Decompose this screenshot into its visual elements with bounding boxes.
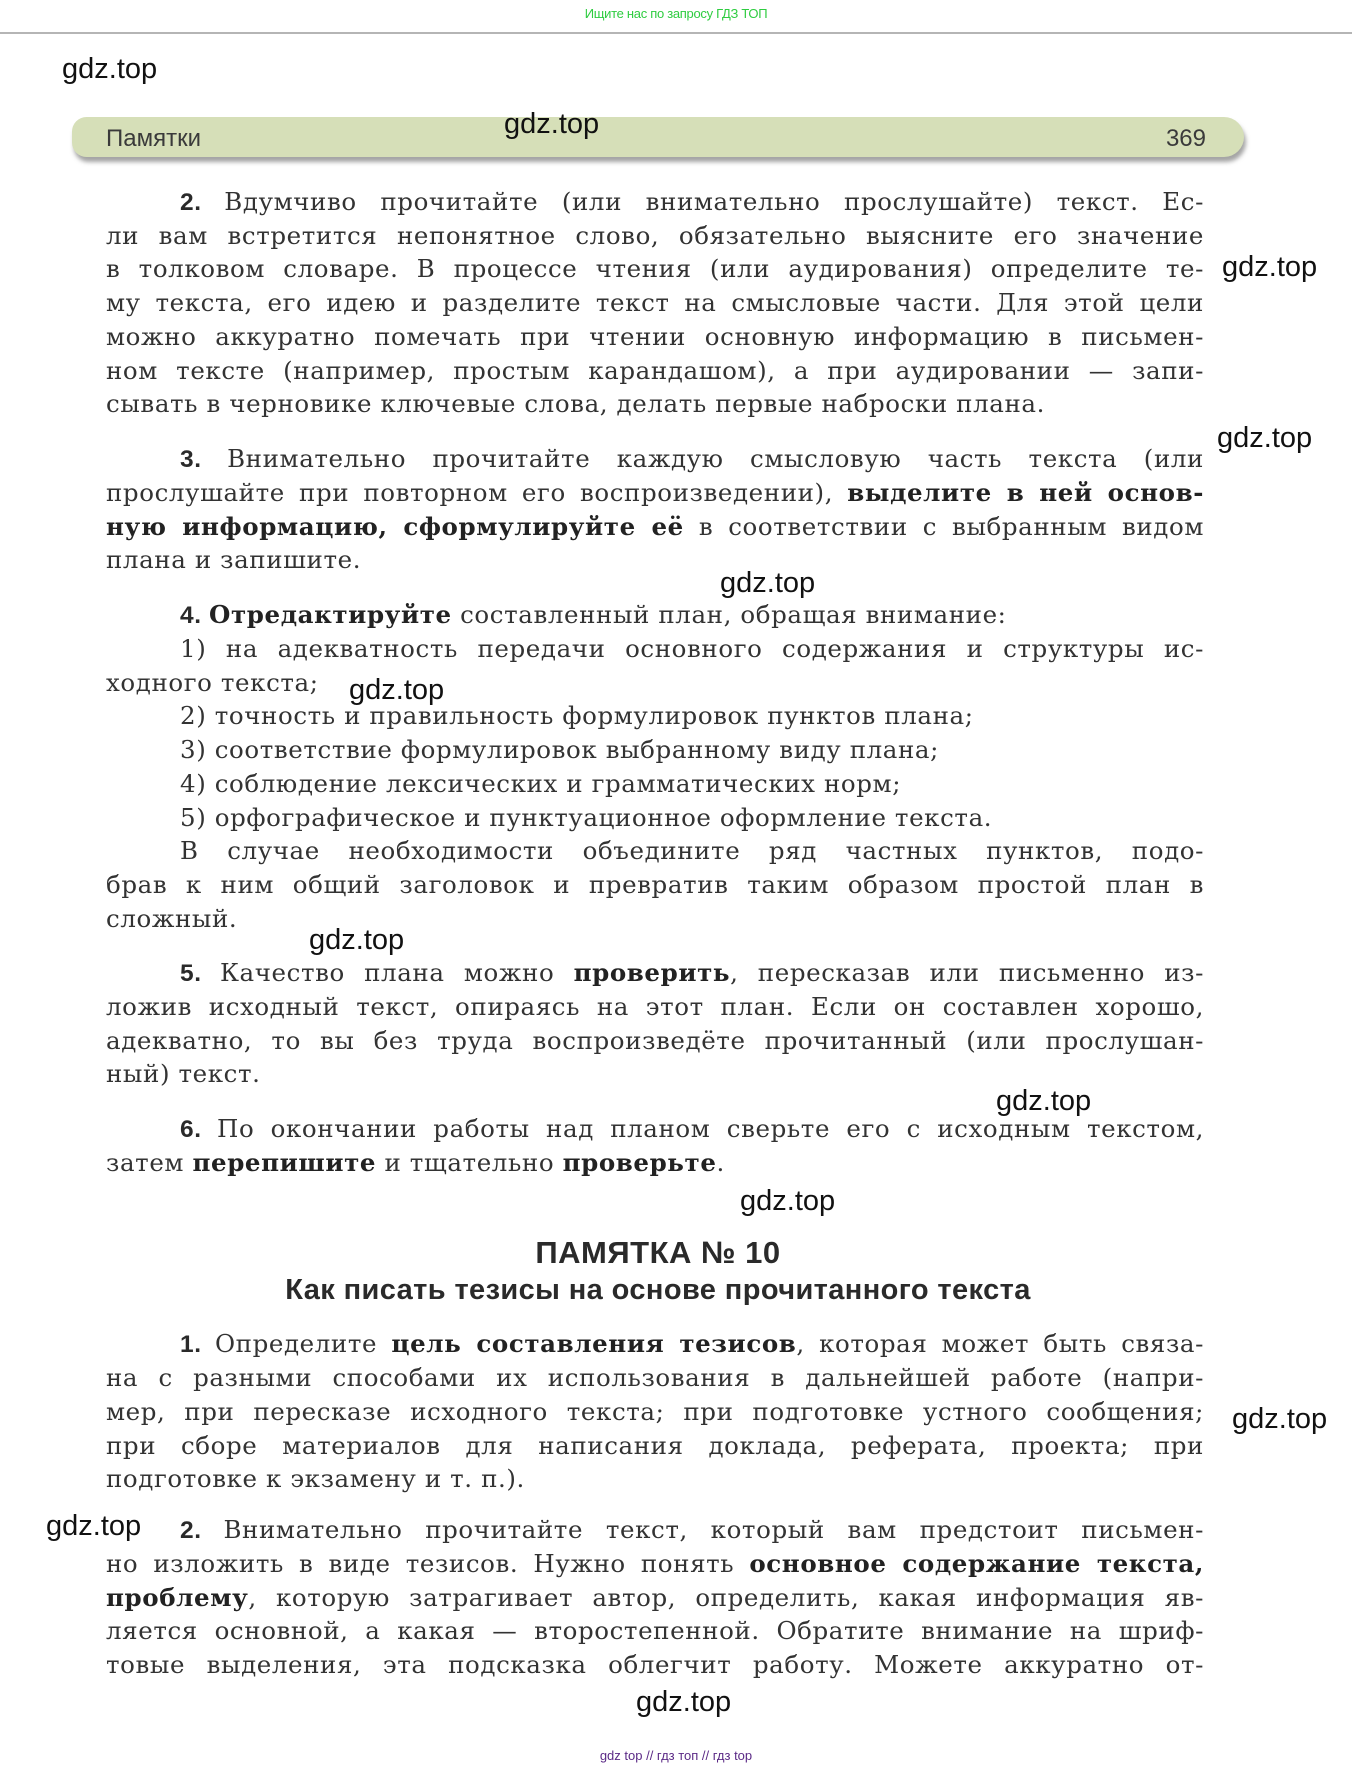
text-line [106, 1549, 1204, 1579]
text-run: Внимательно прочитайте каждую смысловую часть текста (или [227, 444, 1204, 473]
page-number: 369 [1165, 125, 1206, 152]
text-run: можно аккуратно помечать при чтении основную информацию в письмен- [106, 322, 1204, 351]
text-line [180, 836, 1204, 866]
text-line [180, 600, 1204, 631]
text-run: 2) точность и правильность формулировок пунктов плана; [180, 701, 974, 730]
text-run: брав к ним общий заголовок и превратив таким образом простой план в [106, 870, 1204, 899]
text-run: Вдумчиво прочитайте (или внимательно прослушайте) текст. Ес- [224, 187, 1204, 216]
watermark-text: gdz.top [46, 1510, 142, 1542]
section-title: Памятки [106, 125, 201, 152]
bold-text: цель составления тезисов [391, 1329, 797, 1358]
text-line [180, 735, 1204, 765]
text-line [180, 769, 1204, 799]
item-number: 4. [180, 602, 210, 629]
text-run: адекватно, то вы без труда воспроизведёте прочитанный (или прослушан- [106, 1026, 1204, 1055]
text-line [106, 1650, 1204, 1680]
search-hint-banner: Ищите нас по запросу ГДЗ ТОП [584, 6, 768, 21]
item-number: 6. [180, 1116, 217, 1143]
text-run: и тщательно [376, 1148, 563, 1177]
text-run: ный) текст. [106, 1059, 261, 1088]
text-line [106, 1397, 1204, 1427]
text-line [106, 221, 1204, 251]
footer-links: gdz top // гдз топ // гдз top [599, 1748, 753, 1763]
item-number: 2. [180, 1517, 224, 1544]
text-line [106, 478, 1204, 508]
text-run: в толковом словаре. В процессе чтения (или аудирования) определите те- [106, 254, 1204, 283]
text-line [180, 803, 1204, 833]
watermark-text: gdz.top [309, 924, 405, 956]
text-run: мер, при пересказе исходного текста; при подготовке устного сообщения; [106, 1397, 1204, 1426]
bold-text: перепишите [192, 1148, 377, 1177]
text-line [106, 1616, 1204, 1646]
watermark-text: gdz.top [740, 1185, 836, 1217]
text-line [180, 444, 1204, 475]
text-line [180, 1329, 1204, 1360]
text-run: ляется основной, а какая — второстепенной. Обратите внимание на шриф- [106, 1616, 1204, 1645]
text-run: товые выделения, эта подсказка облегчит работу. Можете аккуратно от- [106, 1650, 1204, 1679]
text-run: на с разными способами их использования в дальнейшей работе (напри- [106, 1363, 1204, 1392]
text-run: ном тексте (например, простым карандашом), а при аудировании — запи- [106, 356, 1204, 385]
text-line [106, 1583, 1204, 1613]
text-line [106, 512, 1204, 542]
bold-text: проверить [573, 958, 731, 987]
text-line [106, 1026, 1204, 1056]
text-run: затем [106, 1148, 193, 1177]
text-run: прослушайте при повторном его воспроизведении), [106, 478, 848, 507]
text-run: ходного текста; [106, 668, 319, 697]
text-line [106, 545, 1204, 575]
text-line [106, 668, 1204, 698]
text-line [106, 254, 1204, 284]
bold-text: ную информацию, сформулируйте её [106, 512, 684, 541]
text-run: подготовке к экзамену и т. п.). [106, 1464, 525, 1493]
text-line [106, 288, 1204, 318]
text-line [106, 1431, 1204, 1461]
watermark-text: gdz.top [636, 1686, 732, 1718]
watermark-text: gdz.top [62, 53, 158, 85]
memo-title: ПАМЯТКА № 10 [535, 1235, 781, 1270]
text-line [180, 634, 1204, 664]
memo-subtitle: Как писать тезисы на основе прочитанного текста [285, 1274, 1031, 1306]
text-run: Внимательно прочитайте текст, который вам предстоит письмен- [223, 1515, 1204, 1544]
text-run: 1) на адекватность передачи основного содержания и структуры ис- [180, 634, 1204, 663]
text-run: при сборе материалов для написания доклада, реферата, проекта; при [106, 1431, 1204, 1460]
text-line [180, 958, 1204, 989]
running-header [72, 117, 1244, 157]
text-run: плана и запишите. [106, 545, 362, 574]
text-run: В случае необходимости объедините ряд частных пунктов, подо- [180, 836, 1204, 865]
text-run: сывать в черновике ключевые слова, делать первые наброски плана. [106, 389, 1045, 418]
text-line [180, 187, 1204, 218]
text-line [180, 1515, 1204, 1546]
text-line [180, 1114, 1204, 1145]
bold-text: проблему [106, 1583, 249, 1612]
text-run: Определите [214, 1329, 392, 1358]
text-line [106, 870, 1204, 900]
item-number: 5. [180, 960, 220, 987]
text-run: ложив исходный текст, опираясь на этот план. Если он составлен хорошо, [106, 992, 1204, 1021]
text-run: , которая может быть связа- [796, 1329, 1205, 1358]
text-run: 5) орфографическое и пунктуационное оформление текста. [180, 803, 993, 832]
text-run: 4) соблюдение лексических и грамматических норм; [180, 769, 902, 798]
text-line [106, 322, 1204, 352]
watermark-text: gdz.top [349, 674, 445, 706]
bold-text: выделите в ней основ- [847, 478, 1204, 507]
text-run: сложный. [106, 904, 238, 933]
watermark-text: gdz.top [720, 567, 816, 599]
watermark-text: gdz.top [1232, 1403, 1328, 1435]
bold-text: основное содержание текста, [749, 1549, 1204, 1578]
watermark-text: gdz.top [1222, 251, 1318, 283]
text-run: . [716, 1148, 725, 1177]
text-run: составленный план, обращая внимание: [451, 600, 1007, 629]
text-run: 3) соответствие формулировок выбранному виду плана; [180, 735, 939, 764]
text-line [106, 1363, 1204, 1393]
item-number: 3. [180, 446, 228, 473]
top-divider [0, 32, 1352, 34]
text-run: , пересказав или письменно из- [730, 958, 1204, 987]
text-run: но изложить в виде тезисов. Нужно понять [106, 1549, 750, 1578]
text-run: , которую затрагивает автор, определить, какая информация яв- [248, 1583, 1204, 1612]
watermark-text: gdz.top [996, 1085, 1092, 1117]
text-line [106, 1148, 1204, 1178]
text-line [106, 992, 1204, 1022]
text-line [106, 389, 1204, 419]
item-number: 1. [180, 1331, 215, 1358]
watermark-text: gdz.top [1217, 422, 1313, 454]
bold-text: Отредактируйте [209, 600, 452, 629]
item-number: 2. [180, 189, 225, 216]
text-run: ли вам встретится непонятное слово, обязательно выясните его значение [106, 221, 1204, 250]
text-run: По окончании работы над планом сверьте его с исходным текстом, [216, 1114, 1204, 1143]
text-line [106, 1464, 1204, 1494]
text-run: му текста, его идею и разделите текст на смысловые части. Для этой цели [106, 288, 1204, 317]
text-run: Качество плана можно [219, 958, 574, 987]
text-run: в соответствии с выбранным видом [683, 512, 1204, 541]
text-line [180, 701, 1204, 731]
text-line [106, 904, 1204, 934]
text-line [106, 356, 1204, 386]
bold-text: проверьте [562, 1148, 717, 1177]
watermark-text: gdz.top [504, 108, 600, 140]
